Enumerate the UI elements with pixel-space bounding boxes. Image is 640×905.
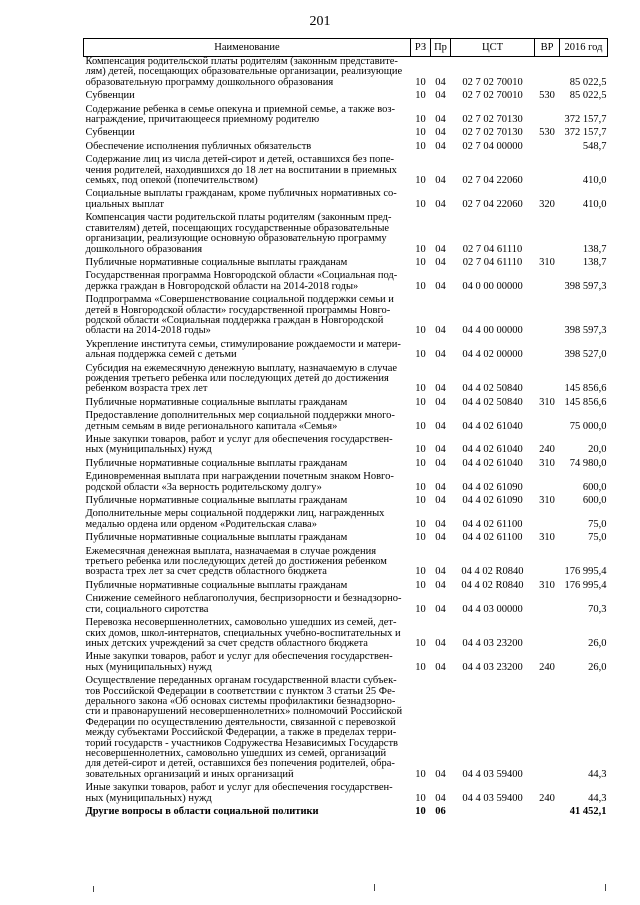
row-cst: 02 7 02 70010	[462, 90, 523, 102]
row-name: Иные закупки товаров, работ и услуг для обеспечения государствен-ных (муниципальных) нужд	[85, 434, 393, 456]
row-amount: 410,0	[582, 175, 607, 187]
row-vr: 530	[539, 90, 555, 102]
row-cst: 04 4 02 R0840	[461, 579, 524, 591]
row-amount: 41 452,1	[569, 806, 607, 817]
table-row	[84, 594, 608, 618]
row-vr	[535, 364, 560, 398]
row-amount: 75,0	[588, 532, 607, 544]
row-name: Публичные нормативные социальные выплаты гражданам	[85, 457, 348, 469]
row-rz: 10	[415, 127, 426, 139]
table-row	[84, 533, 608, 546]
row-vr: 310	[539, 532, 555, 544]
scan-mark-right	[605, 884, 606, 891]
row-rz: 10	[415, 792, 426, 804]
row-amount: 44,3	[588, 768, 607, 780]
row-pr: 04	[435, 280, 446, 292]
header-rz: РЗ	[411, 39, 431, 57]
row-vr: 310	[539, 495, 555, 507]
row-cst	[451, 807, 535, 820]
row-rz: 10	[415, 579, 426, 591]
row-pr: 04	[435, 383, 446, 395]
row-name: Публичные нормативные социальные выплаты гражданам	[85, 579, 348, 591]
table-row	[84, 295, 608, 340]
row-vr	[535, 594, 560, 618]
row-name: Публичные нормативные социальные выплаты гражданам	[85, 495, 348, 507]
row-vr: 240	[539, 792, 555, 804]
row-pr: 04	[435, 198, 446, 210]
row-pr: 04	[435, 90, 446, 102]
row-name: Содержание ребенка в семье опекуна и приемной семье, а также воз-награждение, причитающееся приемному родителю	[85, 103, 396, 126]
row-rz: 10	[415, 383, 426, 395]
row-pr: 04	[435, 566, 446, 578]
row-vr	[535, 618, 560, 652]
row-name: Компенсация родительской платы родителям (законным представите-лям) детей, посещающих образовательные организации, реализующие образовательную программу дошкольного образования	[85, 56, 403, 88]
row-rz: 10	[415, 637, 426, 649]
row-vr: 310	[539, 457, 555, 469]
table-row	[84, 509, 608, 533]
row-rz: 10	[415, 349, 426, 361]
table-row	[84, 398, 608, 411]
row-name: Ежемесячная денежная выплата, назначаемая в случае рождения третьего ребенка или последующих детей до достижения ребенком возраста трех лет за счет средств областного бюджета	[85, 545, 387, 578]
row-amount: 85 022,5	[569, 76, 607, 88]
row-rz: 10	[415, 768, 426, 780]
table-row	[84, 91, 608, 104]
header-pr: Пр	[431, 39, 451, 57]
row-pr: 04	[435, 420, 446, 432]
row-amount: 26,0	[588, 637, 607, 649]
row-name: Перевозка несовершеннолетних, самовольно ушедших из семей, дет-ских домов, школ-интернатов, специальных учебно-воспитательных и иных детских учреждений за счет средств областного бюджета	[85, 617, 401, 649]
row-cst: 04 4 03 23200	[462, 661, 523, 673]
row-pr: 04	[435, 768, 446, 780]
row-cst: 04 4 02 61090	[462, 481, 523, 493]
row-amount: 398 597,3	[564, 325, 607, 337]
row-pr: 06	[435, 806, 446, 817]
row-vr: 530	[539, 127, 555, 139]
row-rz: 10	[415, 481, 426, 493]
row-name: Субсидия на ежемесячную денежную выплату, назначаемую в случае рождения третьего ребенка или последующих детей до достижения ребенком возраста трех лет	[85, 362, 398, 395]
row-name: Осуществление переданных органам государственной власти субъек-тов Российской Федерации в соответствии с пунктом 3 статьи 25 Фе-дерального закона «Об основах системы профилактики безнадзорно-сти и правонарушений несовершеннолетних» полномочий Российской Федерации по осуществлению деятельности, связанной с перевозкой между субъектами Российской Федерации, а также в пределах терри-торий государств - участников Содружества Независимых Государств несовершеннолетних, самовольно ушедших из семей, организаций для детей-сирот и детей, оставшихся без попечения родителей, обра-зовательных организаций и иных организаций	[85, 675, 403, 780]
row-cst: 04 4 02 61040	[462, 444, 523, 456]
table-row	[84, 547, 608, 581]
row-pr: 04	[435, 444, 446, 456]
row-amount: 138,7	[582, 243, 607, 255]
page-number: 201	[309, 14, 331, 29]
table-row	[84, 189, 608, 213]
row-amount: 20,0	[588, 444, 607, 456]
row-cst: 04 4 02 R0840	[461, 566, 524, 578]
row-name: Единовременная выплата при награждении почетным знаком Новго-родской области «За верность родительскому долгу»	[85, 471, 394, 493]
table-row	[84, 213, 608, 258]
header-cst: ЦСТ	[451, 39, 535, 57]
row-cst: 02 7 04 22060	[462, 198, 523, 210]
header-vr: ВР	[535, 39, 560, 57]
row-rz: 10	[415, 325, 426, 337]
row-name: Публичные нормативные социальные выплаты гражданам	[85, 256, 348, 268]
row-cst: 04 4 02 61100	[462, 532, 523, 544]
table-row	[84, 411, 608, 435]
table-row	[84, 128, 608, 141]
header-name: Наименование	[84, 39, 411, 57]
budget-table	[83, 38, 608, 820]
row-cst: 02 7 04 61110	[462, 243, 523, 255]
row-cst: 04 4 02 00000	[462, 349, 523, 361]
row-vr: 310	[539, 396, 555, 408]
row-vr	[535, 155, 560, 189]
row-pr: 04	[435, 140, 446, 152]
row-name: Другие вопросы в области социальной политики	[85, 806, 319, 817]
row-pr: 04	[435, 325, 446, 337]
table-row	[84, 496, 608, 509]
table-row	[84, 652, 608, 676]
row-cst: 02 7 02 70010	[462, 76, 523, 88]
row-rz: 10	[415, 256, 426, 268]
row-vr	[535, 676, 560, 783]
row-rz: 10	[415, 806, 426, 817]
row-amount: 410,0	[582, 198, 607, 210]
row-pr: 04	[435, 457, 446, 469]
row-pr: 04	[435, 256, 446, 268]
row-vr	[535, 105, 560, 129]
row-amount: 600,0	[582, 481, 607, 493]
table-row	[84, 581, 608, 594]
table-row	[84, 258, 608, 271]
table-row	[84, 807, 608, 820]
table-row	[84, 142, 608, 155]
row-amount: 138,7	[582, 256, 607, 268]
row-pr: 04	[435, 114, 446, 126]
row-vr	[535, 472, 560, 496]
row-amount: 44,3	[588, 792, 607, 804]
row-pr: 04	[435, 532, 446, 544]
row-amount: 372 157,7	[564, 127, 607, 139]
row-amount: 145 856,6	[564, 396, 607, 408]
row-rz: 10	[415, 566, 426, 578]
row-vr: 310	[539, 256, 555, 268]
row-vr	[535, 213, 560, 258]
row-pr: 04	[435, 637, 446, 649]
row-cst: 04 4 02 61100	[462, 518, 523, 530]
row-vr	[535, 57, 560, 92]
row-name: Подпрограмма «Совершенствование социальной поддержки семьи и детей в Новгородской области» государственной программы Новго-родской области «Социальная поддержка граждан в Новгородской области на 2014-2018 годы»	[85, 294, 394, 337]
row-pr: 04	[435, 579, 446, 591]
row-pr: 04	[435, 495, 446, 507]
table-row	[84, 155, 608, 189]
row-rz: 10	[415, 198, 426, 210]
row-vr	[535, 547, 560, 581]
row-cst: 04 4 02 61040	[462, 457, 523, 469]
header-row	[84, 39, 608, 57]
table-row	[84, 676, 608, 783]
scan-mark-middle	[374, 884, 375, 891]
row-vr	[535, 271, 560, 295]
row-name: Содержание лиц из числа детей-сирот и детей, оставшихся без попе-чения родителей, находившихся до 18 лет на воспитании в приемных семьях, под опекой (попечительством)	[85, 154, 397, 187]
row-amount: 70,3	[588, 603, 607, 615]
row-cst: 04 4 02 61040	[462, 420, 523, 432]
row-amount: 600,0	[582, 495, 607, 507]
table-row	[84, 105, 608, 129]
row-name: Укрепление института семьи, стимулирование рождаемости и матери-альная поддержка семей с детьми	[85, 338, 401, 361]
row-rz: 10	[415, 420, 426, 432]
row-vr	[535, 340, 560, 364]
row-vr	[535, 509, 560, 533]
row-cst: 04 4 03 00000	[462, 603, 523, 615]
row-amount: 372 157,7	[564, 114, 607, 126]
row-cst: 04 4 02 50840	[462, 383, 523, 395]
table-row	[84, 459, 608, 472]
row-cst: 04 4 02 61090	[462, 495, 523, 507]
row-name: Публичные нормативные социальные выплаты гражданам	[85, 532, 348, 544]
row-vr	[535, 295, 560, 340]
row-rz: 10	[415, 243, 426, 255]
row-amount: 75 000,0	[569, 420, 607, 432]
row-name: Дополнительные меры социальной поддержки лиц, награжденных медалью ордена или орденом «Родительская слава»	[85, 508, 385, 530]
table-row	[84, 783, 608, 807]
row-amount: 398 527,0	[564, 349, 607, 361]
row-pr: 04	[435, 175, 446, 187]
row-name: Субвенции	[85, 90, 135, 102]
row-rz: 10	[415, 280, 426, 292]
row-name: Иные закупки товаров, работ и услуг для обеспечения государствен-ных (муниципальных) нужд	[85, 651, 393, 673]
row-vr: 240	[539, 661, 555, 673]
header-year: 2016 год	[560, 39, 608, 57]
row-pr: 04	[435, 792, 446, 804]
table-row	[84, 364, 608, 398]
row-amount: 176 995,4	[564, 566, 607, 578]
table-row	[84, 618, 608, 652]
row-pr: 04	[435, 127, 446, 139]
row-rz: 10	[415, 603, 426, 615]
row-cst: 02 7 04 22060	[462, 175, 523, 187]
row-pr: 04	[435, 661, 446, 673]
table-row	[84, 472, 608, 496]
table-row	[84, 340, 608, 364]
row-vr	[535, 807, 560, 820]
row-vr: 310	[539, 579, 555, 591]
row-cst: 04 4 03 23200	[462, 637, 523, 649]
row-cst: 02 7 04 61110	[462, 256, 523, 268]
row-vr: 320	[539, 198, 555, 210]
row-pr: 04	[435, 349, 446, 361]
row-rz: 10	[415, 444, 426, 456]
row-rz: 10	[415, 140, 426, 152]
row-vr	[535, 411, 560, 435]
row-pr: 04	[435, 603, 446, 615]
row-rz: 10	[415, 90, 426, 102]
row-pr: 04	[435, 243, 446, 255]
row-amount: 176 995,4	[564, 579, 607, 591]
row-name: Социальные выплаты гражданам, кроме публичных нормативных со-циальных выплат	[85, 188, 397, 210]
table-row	[84, 57, 608, 92]
row-rz: 10	[415, 532, 426, 544]
row-rz: 10	[415, 396, 426, 408]
row-name: Компенсация части родительской платы родителям (законным пред-ставителям) детей, посещающих государственные образовательные организации, реализующие основную образовательную программу дошкольного образования	[85, 212, 392, 255]
row-name: Государственная программа Новгородской области «Социальная под-держка граждан в Новгородской области на 2014-2018 годы»	[85, 270, 398, 292]
row-amount: 398 597,3	[564, 280, 607, 292]
row-cst: 02 7 04 00000	[462, 140, 523, 152]
row-name: Субвенции	[85, 127, 135, 139]
row-pr: 04	[435, 481, 446, 493]
row-name: Публичные нормативные социальные выплаты гражданам	[85, 396, 348, 408]
row-cst: 04 4 00 00000	[462, 325, 523, 337]
row-rz: 10	[415, 175, 426, 187]
row-vr	[535, 142, 560, 155]
table-row	[84, 435, 608, 459]
row-rz: 10	[415, 114, 426, 126]
row-amount: 145 856,6	[564, 383, 607, 395]
row-amount: 74 980,0	[569, 457, 607, 469]
row-name: Иные закупки товаров, работ и услуг для обеспечения государствен-ных (муниципальных) нужд	[85, 782, 393, 804]
row-rz: 10	[415, 518, 426, 530]
row-cst: 04 4 02 50840	[462, 396, 523, 408]
row-pr: 04	[435, 76, 446, 88]
row-amount: 548,7	[582, 140, 607, 152]
row-cst: 02 7 02 70130	[462, 127, 523, 139]
row-rz: 10	[415, 76, 426, 88]
row-cst: 04 4 03 59400	[462, 792, 523, 804]
row-name: Снижение семейного неблагополучия, беспризорности и безнадзорно-сти, социального сиротства	[85, 593, 402, 615]
row-amount: 85 022,5	[569, 90, 607, 102]
row-name: Предоставление дополнительных мер социальной поддержки много-детным семьям в виде регионального капитала «Семья»	[85, 410, 395, 432]
row-rz: 10	[415, 495, 426, 507]
row-amount: 26,0	[588, 661, 607, 673]
row-pr: 04	[435, 518, 446, 530]
row-cst: 02 7 02 70130	[462, 114, 523, 126]
table-row	[84, 271, 608, 295]
row-pr: 04	[435, 396, 446, 408]
row-vr: 240	[539, 444, 555, 456]
row-rz: 10	[415, 457, 426, 469]
row-cst: 04 4 03 59400	[462, 768, 523, 780]
row-amount: 75,0	[588, 518, 607, 530]
row-cst: 04 0 00 00000	[462, 280, 523, 292]
scan-mark-left	[93, 886, 94, 892]
row-name: Обеспечение исполнения публичных обязательств	[85, 140, 312, 152]
row-rz: 10	[415, 661, 426, 673]
